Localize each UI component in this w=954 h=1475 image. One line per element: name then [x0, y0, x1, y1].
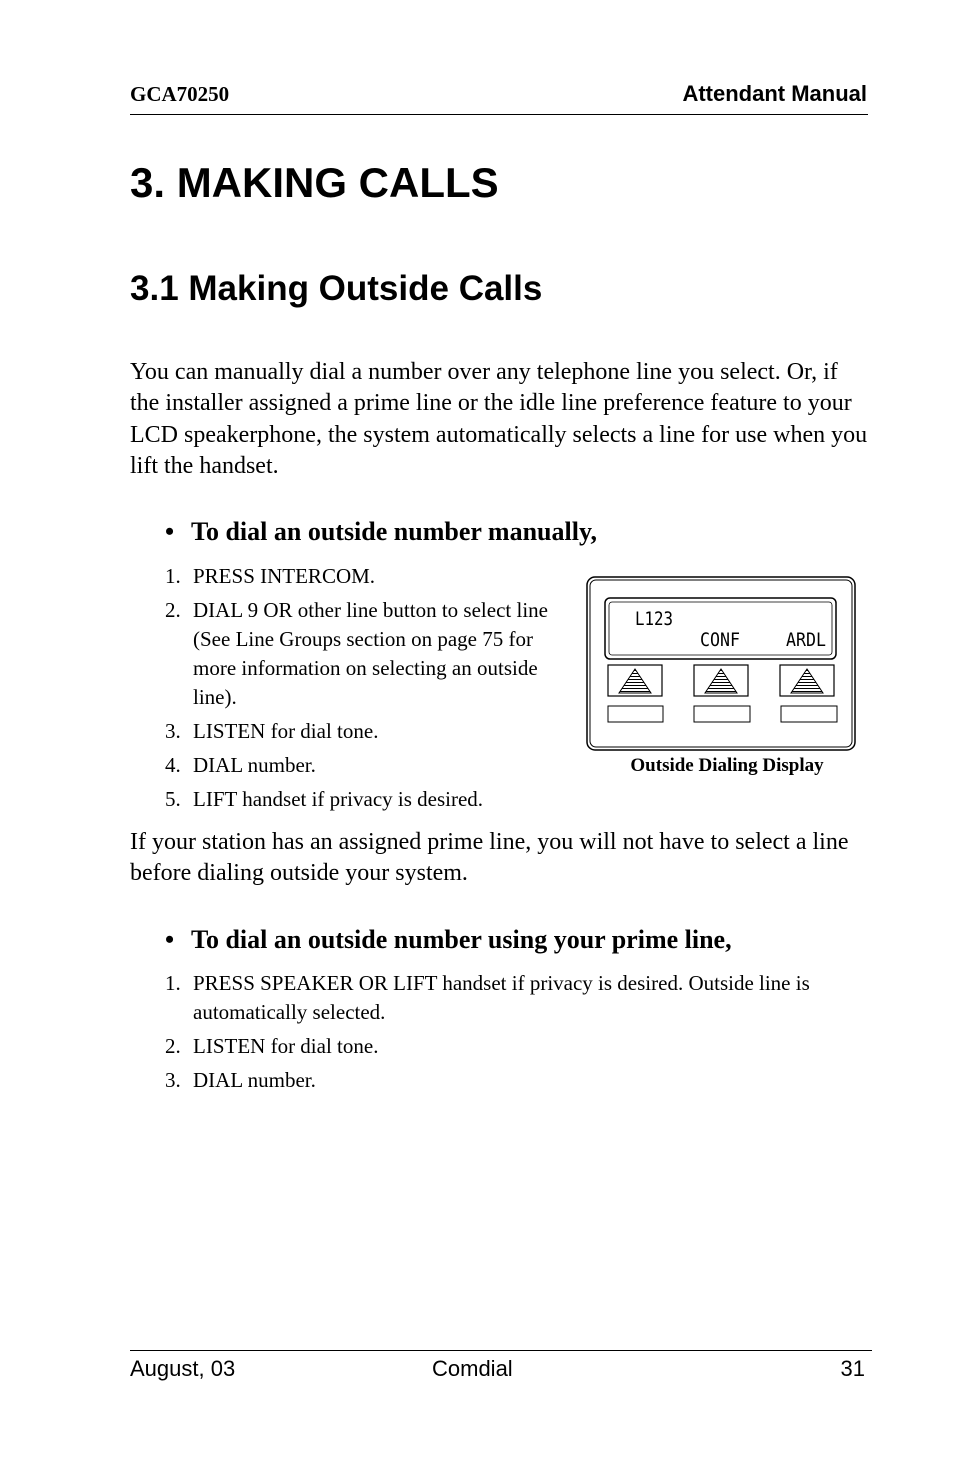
- prime-line-note: If your station has an assigned prime line, you will not have to select a line before dialing outside your system.: [130, 829, 849, 887]
- outside-dialing-display-figure: [586, 576, 856, 751]
- prime-dial-heading: [165, 925, 732, 955]
- softkey-label-slot-right: [781, 706, 837, 722]
- step-text: PRESS INTERCOM.: [193, 564, 376, 588]
- figure-caption: Outside Dialing Display: [630, 755, 824, 776]
- step-text: DIAL 9 OR other line button to select line (See Line Groups section on page 75 for more information on selecting an outside line).: [193, 598, 548, 709]
- header-divider: [130, 114, 868, 115]
- step-number: 1.: [165, 971, 181, 995]
- footer-divider: [130, 1350, 872, 1351]
- bullet-icon: •: [165, 925, 175, 954]
- prime-dial-steps: [165, 969, 865, 1100]
- step-number: 3.: [165, 1068, 181, 1092]
- manual-dial-heading: [165, 517, 597, 547]
- step-number: 2.: [165, 598, 181, 622]
- footer-date: August, 03: [130, 1356, 236, 1381]
- step-number: 3.: [165, 719, 181, 743]
- intro-paragraph: You can manually dial a number over any telephone line you select. Or, if the installer assigned a prime line or the idle line preference feature to your LCD speakerphone, the system automatically selects a line for use when you lift the handset.: [130, 359, 868, 479]
- manual-title: Attendant Manual: [682, 81, 867, 106]
- section-title: 3.1 Making Outside Calls: [130, 269, 543, 308]
- list-item: [165, 562, 565, 591]
- step-number: 5.: [165, 787, 181, 811]
- step-number: 4.: [165, 753, 181, 777]
- step-number: 1.: [165, 564, 181, 588]
- manual-dial-heading-text: To dial an outside number manually,: [191, 517, 598, 546]
- list-item: [165, 1066, 865, 1095]
- document-code: GCA70250: [130, 82, 230, 106]
- bullet-icon: •: [165, 517, 175, 546]
- lcd-softkey-label-ardl: ARDL: [786, 629, 826, 651]
- list-item: [165, 751, 565, 780]
- footer-company: Comdial: [432, 1356, 513, 1381]
- step-text: LISTEN for dial tone.: [193, 1034, 379, 1058]
- list-item: [165, 969, 865, 1027]
- list-item: [165, 717, 565, 746]
- softkey-label-slot-middle: [694, 706, 750, 722]
- page-number: 31: [840, 1356, 865, 1381]
- list-item: [165, 1032, 865, 1061]
- manual-dial-steps: [165, 562, 565, 819]
- list-item: [165, 596, 565, 712]
- softkey-label-slot-left: [608, 706, 663, 722]
- step-text: DIAL number.: [193, 1068, 316, 1092]
- step-number: 2.: [165, 1034, 181, 1058]
- step-text: LISTEN for dial tone.: [193, 719, 379, 743]
- lcd-line-label: L123: [635, 608, 673, 630]
- step-text: PRESS SPEAKER OR LIFT handset if privacy is desired. Outside line is automatically selected.: [193, 971, 810, 1024]
- prime-dial-heading-text: To dial an outside number using your prime line,: [191, 925, 732, 954]
- chapter-title: 3. MAKING CALLS: [130, 159, 499, 206]
- step-text: LIFT handset if privacy is desired.: [193, 787, 484, 811]
- step-text: DIAL number.: [193, 753, 316, 777]
- lcd-softkey-label-conf: CONF: [700, 629, 740, 651]
- list-item: [165, 785, 565, 814]
